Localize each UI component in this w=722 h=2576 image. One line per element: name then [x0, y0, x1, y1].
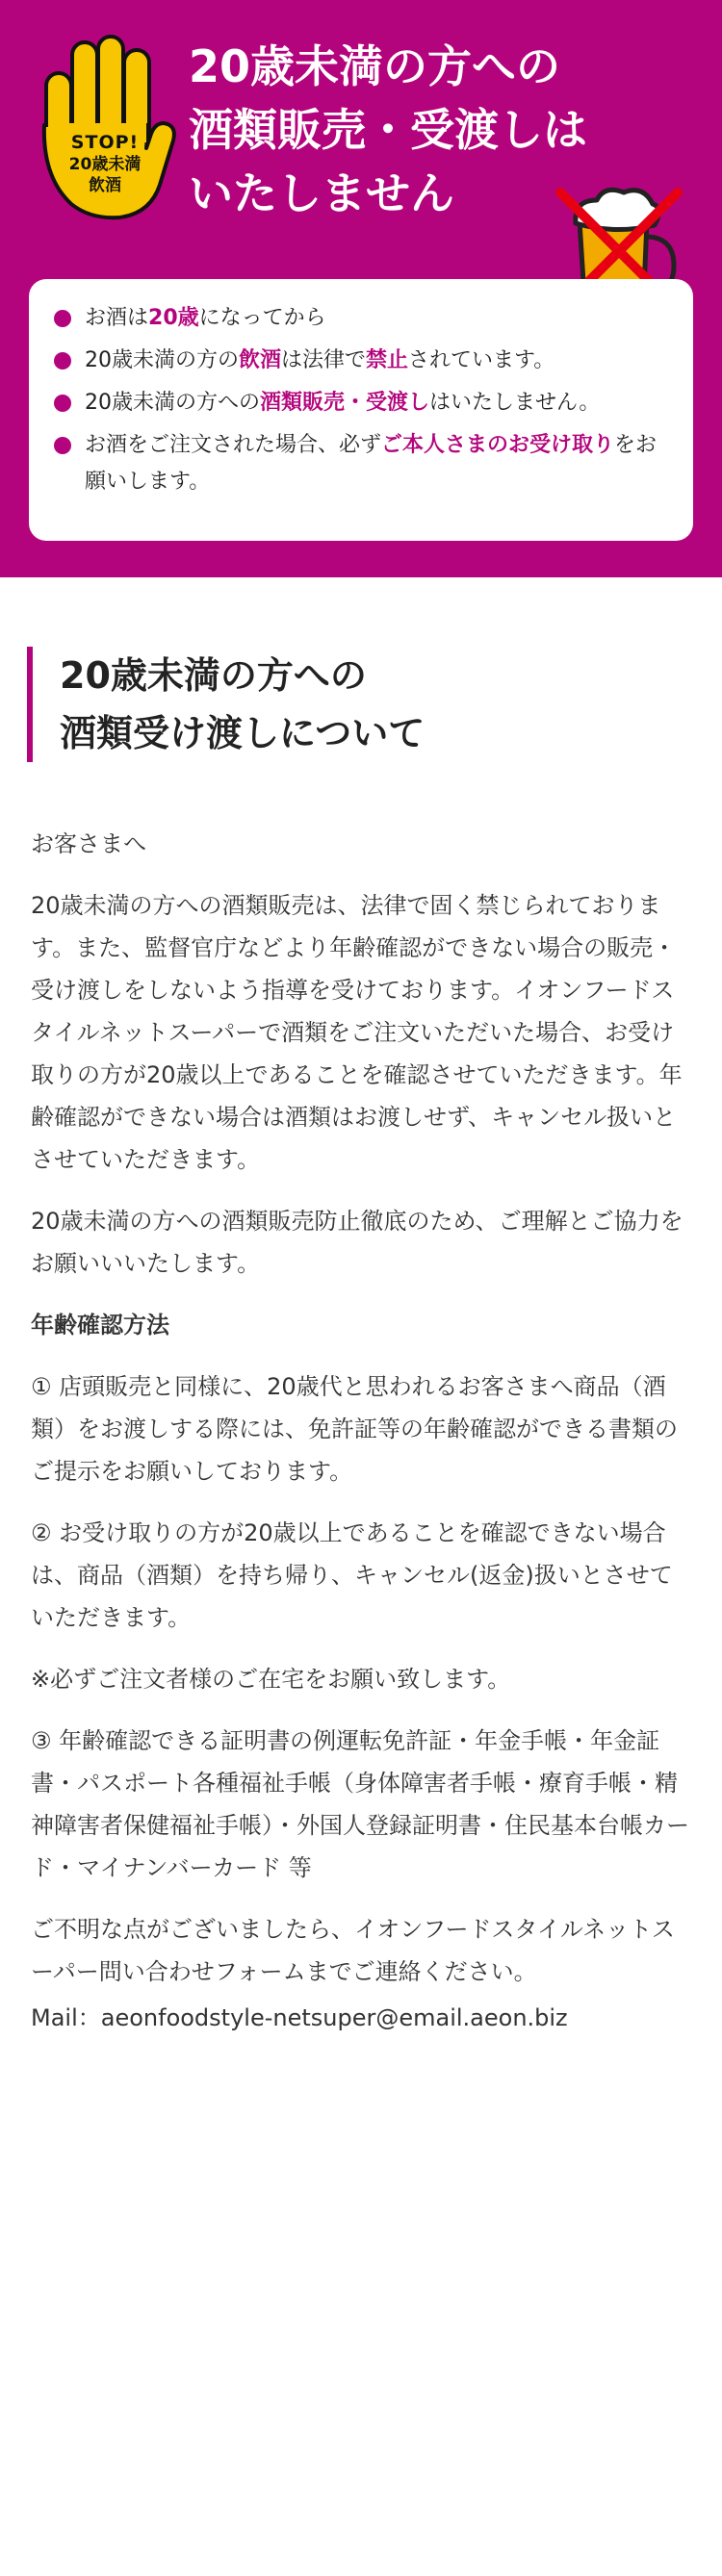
article-body	[31, 823, 695, 2058]
headline-line-1: 20歳未満の方への	[189, 40, 561, 92]
bullet-dot-icon	[54, 395, 71, 412]
presence-note: ※必ずご注文者様のご在宅をお願い致します。	[31, 1666, 511, 1693]
notice-emphasis: 20歳	[148, 306, 199, 330]
contact-paragraph: ご不明な点がございましたら、イオンフードスタイルネットスーパー問い合わせフォームまでご連絡ください。	[31, 1916, 675, 1985]
notice-text: お酒をご注文された場合、必ず	[85, 433, 382, 457]
section-heading	[27, 647, 691, 762]
notice-emphasis: ご本人さまのお受け取り	[381, 433, 615, 457]
headline-line-3: いたしません	[189, 167, 454, 219]
paragraph-cooperation: 20歳未満の方への酒類販売防止徹底のため、ご理解とご協力をお願いいいたします。	[31, 1208, 683, 1277]
notice-item	[46, 343, 668, 379]
stop-label: STOP!	[70, 132, 140, 153]
greeting: お客さまへ	[31, 830, 146, 857]
notice-emphasis: 禁止	[366, 348, 409, 372]
notice-text: 20歳未満の方への	[85, 391, 260, 415]
notice-text: はいたしません。	[429, 391, 601, 415]
contact-mail: Mail：aeonfoodstyle-netsuper@email.aeon.biz	[31, 2004, 568, 2031]
section-heading-line-2: 酒類受け渡しについて	[60, 712, 425, 754]
bullet-dot-icon	[54, 437, 71, 454]
stop-hand-shape	[33, 33, 177, 225]
notice-emphasis: 飲酒	[239, 348, 282, 372]
notice-item	[46, 427, 668, 500]
notice-item-text	[85, 385, 668, 421]
notice-item	[46, 385, 668, 421]
notice-text: 20歳未満の方の	[85, 348, 239, 372]
notice-item-text	[85, 300, 668, 337]
method-item-1: ① 店頭販売と同様に、20歳代と思われるお客さまへ商品（酒類）をお渡しする際には、免許証等の年齢確認ができる書類のご提示をお願いしております。	[31, 1373, 678, 1485]
bullet-dot-icon	[54, 310, 71, 327]
notice-text: をお願いします。	[85, 433, 658, 494]
notice-text: されています。	[408, 348, 555, 372]
notice-text: お酒は	[85, 306, 149, 330]
stop-drinking-label: 飲酒	[89, 176, 121, 195]
stop-hand-icon	[33, 33, 177, 225]
paragraph-legal: 20歳未満の方への酒類販売は、法律で固く禁じられております。また、監督官庁などより年齢確認ができない場合の販売・受け渡しをしないよう指導を受けております。イオンフードスタイルネットスーパーで酒類をご注文いただいた場合、お受け取りの方が20歳以上であることを確認させていただきます。年齢確認ができない場合は酒類はお渡しせず、キャンセル扱いとさせていただきます。	[31, 892, 683, 1173]
notice-item	[46, 300, 668, 337]
headline-line-2: 酒類販売・受渡しは	[189, 104, 587, 156]
method-label: 年齢確認方法	[31, 1312, 169, 1339]
age-warning-banner	[0, 0, 722, 577]
notice-emphasis: 酒類販売・受渡し	[260, 391, 430, 415]
notice-text: になってから	[198, 306, 326, 330]
notice-item-text	[85, 343, 668, 379]
notice-text: は法律で	[281, 348, 367, 372]
notice-box	[29, 279, 693, 541]
notice-item-text	[85, 427, 668, 500]
method-item-2: ② お受け取りの方が20歳以上であることを確認できない場合は、商品（酒類）を持ち帰り、キャンセル(返金)扱いとさせていただきます。	[31, 1519, 673, 1631]
bullet-dot-icon	[54, 352, 71, 370]
stop-age-label: 20歳未満	[68, 155, 142, 174]
method-item-3: ③ 年齢確認できる証明書の例運転免許証・年金手帳・年金証書・パスポート各種福祉手帳（身体障害者手帳・療育手帳・精神障害者保健福祉手帳）・外国人登録証明書・住民基本台帳カード・マイナンバーカード 等	[31, 1727, 689, 1881]
section-heading-line-1: 20歳未満の方への	[60, 654, 367, 697]
